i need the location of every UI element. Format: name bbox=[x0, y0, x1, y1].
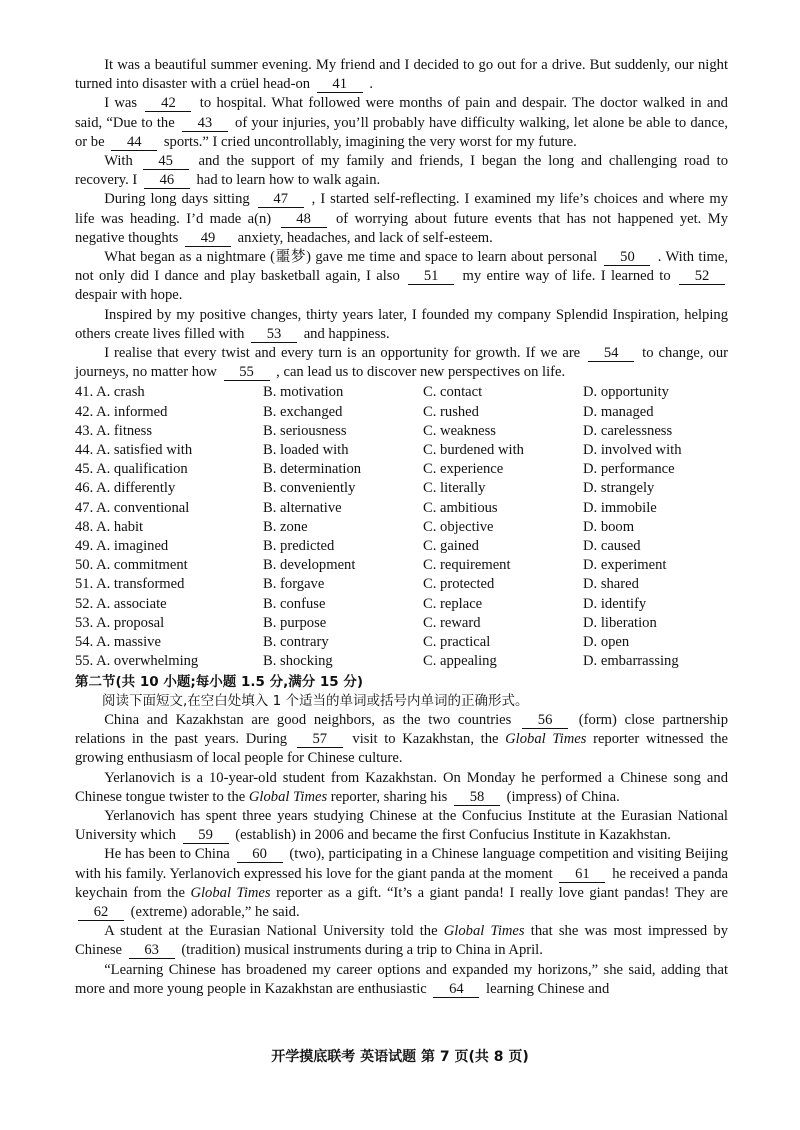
blank-54[interactable]: 54 bbox=[588, 346, 634, 362]
option-52-C: C. replace bbox=[423, 595, 483, 612]
option-55-A: 55. A. overwhelming bbox=[75, 653, 199, 670]
option-41-D: D. opportunity bbox=[583, 384, 669, 401]
option-42-C: C. rushed bbox=[423, 403, 479, 420]
blank-50[interactable]: 50 bbox=[604, 250, 650, 266]
blank-55[interactable]: 55 bbox=[224, 365, 270, 381]
paragraph: A student at the Eurasian National University told the Global Times that she was most impressed by Chinese 63 (tradition) musical instruments during a trip to China in April. bbox=[75, 923, 729, 959]
option-42-A: 42. A. informed bbox=[75, 403, 168, 420]
option-51-A: 51. A. transformed bbox=[75, 576, 185, 593]
option-47-A: 47. A. conventional bbox=[75, 499, 190, 516]
section-instruction: 阅读下面短文,在空白处填入 1 个适当的单词或括号内单词的正确形式。 bbox=[102, 692, 529, 709]
option-41-A: 41. A. crash bbox=[75, 384, 145, 401]
option-43-D: D. carelessness bbox=[583, 422, 673, 439]
cloze-passage bbox=[75, 56, 728, 382]
paragraph: With 45 and the support of my family and friends, I began the long and challenging road to recovery. I 46 had to learn how to walk again. bbox=[75, 153, 728, 189]
paragraph: It was a beautiful summer evening. My friend and I decided to go out for a drive. But suddenly, our night turned into disaster with a crüel head-on 41 . bbox=[75, 57, 728, 93]
exam-page bbox=[75, 56, 728, 999]
blank-52[interactable]: 52 bbox=[679, 269, 725, 285]
option-54-C: C. practical bbox=[423, 634, 491, 651]
blank-47[interactable]: 47 bbox=[258, 192, 304, 208]
option-46-B: B. conveniently bbox=[263, 480, 356, 497]
blank-41[interactable]: 41 bbox=[317, 77, 363, 93]
paragraph: Yerlanovich is a 10-year-old student from Kazakhstan. On Monday he performed a Chinese song and Chinese tongue twister to the Global Times reporter, sharing his 58 (impress) of China. bbox=[75, 769, 728, 805]
option-50-B: B. development bbox=[263, 557, 356, 574]
option-50-C: C. requirement bbox=[423, 557, 511, 574]
option-47-C: C. ambitious bbox=[423, 499, 498, 516]
option-43-B: B. seriousness bbox=[263, 422, 347, 439]
option-48-D: D. boom bbox=[583, 518, 635, 535]
blank-61[interactable]: 61 bbox=[559, 867, 605, 883]
paragraph: I realise that every twist and every turn is an opportunity for growth. If we are 54 to change, our journeys, no matter how 55 , can lead us to discover new perspectives on life. bbox=[75, 345, 728, 381]
option-54-B: B. contrary bbox=[263, 634, 329, 651]
page-footer: 开学摸底联考 英语试题 第 7 页(共 8 页) bbox=[271, 1049, 529, 1065]
option-47-B: B. alternative bbox=[263, 499, 342, 516]
option-44-B: B. loaded with bbox=[263, 442, 349, 459]
option-48-B: B. zone bbox=[263, 518, 308, 535]
blank-63[interactable]: 63 bbox=[129, 943, 175, 959]
option-45-C: C. experience bbox=[423, 461, 504, 478]
blank-56[interactable]: 56 bbox=[522, 713, 568, 729]
blank-59[interactable]: 59 bbox=[183, 828, 229, 844]
option-42-D: D. managed bbox=[583, 403, 654, 420]
italic-title: Global Times bbox=[505, 731, 587, 748]
option-44-D: D. involved with bbox=[583, 442, 682, 459]
option-49-C: C. gained bbox=[423, 538, 479, 555]
paragraph: I was 42 to hospital. What followed were months of pain and despair. The doctor walked in and said, “Due to the 43 of your injuries, you’ll probably have difficulty walking, let alone be able to dance, or be 44 sports.” I cried uncontrollably, imagining the very worst for my future. bbox=[75, 95, 728, 150]
option-51-B: B. forgave bbox=[263, 576, 325, 593]
option-46-D: D. strangely bbox=[583, 480, 655, 497]
option-55-C: C. appealing bbox=[423, 653, 497, 670]
section-heading: 第二节(共 10 小题;每小题 1.5 分,满分 15 分) bbox=[75, 673, 364, 690]
option-43-C: C. weakness bbox=[423, 422, 496, 439]
option-43-A: 43. A. fitness bbox=[75, 422, 153, 439]
option-55-D: D. embarrassing bbox=[583, 653, 679, 670]
option-41-B: B. motivation bbox=[263, 384, 344, 401]
paragraph: He has been to China 60 (two), participating in a Chinese language competition and visiting Beijing with his family. Yerlanovich expressed his love for the giant panda at the moment 61 he received a panda keychain from the Global Times reporter as a gift. “It’s a giant panda! I really love giant pandas! They are 62 (extreme) adorable,” he said. bbox=[75, 846, 729, 920]
option-49-D: D. caused bbox=[583, 538, 641, 555]
paragraph: During long days sitting 47 , I started self-reflecting. I examined my life’s choices and where my life was heading. I’d made a(n) 48 of worrying about future events that has not happened yet. My negative thoughts 49 anxiety, headaches, and lack of self-esteem. bbox=[75, 191, 728, 246]
grammar-fill-passage bbox=[75, 711, 728, 999]
option-49-A: 49. A. imagined bbox=[75, 538, 169, 555]
option-45-A: 45. A. qualification bbox=[75, 461, 188, 478]
option-54-D: D. open bbox=[583, 634, 630, 651]
paragraph: China and Kazakhstan are good neighbors, as the two countries 56 (form) close partnership relations in the past years. During 57 visit to Kazakhstan, the Global Times reporter witnessed the growing enthusiasm of local people for Chinese culture. bbox=[75, 711, 728, 767]
option-45-B: B. determination bbox=[263, 461, 362, 478]
options-table bbox=[75, 383, 728, 671]
italic-title: Global Times bbox=[443, 923, 525, 940]
paragraph: Inspired by my positive changes, thirty years later, I founded my company Splendid Inspiration, helping others create lives filled with 53 and happiness. bbox=[75, 306, 728, 342]
option-53-D: D. liberation bbox=[583, 614, 657, 631]
blank-60[interactable]: 60 bbox=[237, 847, 283, 863]
option-41-C: C. contact bbox=[423, 384, 483, 401]
option-50-A: 50. A. commitment bbox=[75, 557, 188, 574]
blank-64[interactable]: 64 bbox=[433, 982, 479, 998]
option-53-A: 53. A. proposal bbox=[75, 614, 165, 631]
blank-46[interactable]: 46 bbox=[144, 173, 190, 189]
option-46-A: 46. A. differently bbox=[75, 480, 176, 497]
blank-51[interactable]: 51 bbox=[408, 269, 454, 285]
blank-48[interactable]: 48 bbox=[281, 212, 327, 228]
italic-title: Global Times bbox=[190, 884, 271, 901]
option-53-B: B. purpose bbox=[263, 614, 327, 631]
blank-62[interactable]: 62 bbox=[78, 905, 124, 921]
blank-43[interactable]: 43 bbox=[182, 116, 228, 132]
paragraph: What began as a nightmare (噩梦) gave me time and space to learn about personal 50 . With time, not only did I dance and play basketball again, I also 51 my entire way of life. I learned to 52 despair with hope. bbox=[75, 249, 728, 304]
blank-44[interactable]: 44 bbox=[111, 135, 157, 151]
option-54-A: 54. A. massive bbox=[75, 634, 161, 651]
option-44-C: C. burdened with bbox=[423, 442, 524, 459]
option-48-C: C. objective bbox=[423, 518, 494, 535]
option-51-D: D. shared bbox=[583, 576, 639, 593]
italic-title: Global Times bbox=[248, 788, 328, 805]
paragraph: Yerlanovich has spent three years studying Chinese at the Confucius Institute at the Eurasian National University which 59 (establish) in 2006 and became the first Confucius Institute in Kazakhstan. bbox=[75, 807, 728, 844]
option-52-A: 52. A. associate bbox=[75, 595, 167, 612]
option-51-C: C. protected bbox=[423, 576, 495, 593]
option-45-D: D. performance bbox=[583, 461, 675, 478]
option-49-B: B. predicted bbox=[263, 538, 335, 555]
blank-53[interactable]: 53 bbox=[251, 327, 297, 343]
option-48-A: 48. A. habit bbox=[75, 518, 144, 535]
option-47-D: D. immobile bbox=[583, 499, 657, 516]
blank-42[interactable]: 42 bbox=[145, 96, 191, 112]
option-55-B: B. shocking bbox=[263, 653, 333, 670]
option-50-D: D. experiment bbox=[583, 557, 667, 574]
option-46-C: C. literally bbox=[423, 480, 486, 497]
option-52-D: D. identify bbox=[583, 595, 647, 612]
blank-57[interactable]: 57 bbox=[297, 732, 343, 748]
paragraph: “Learning Chinese has broadened my career options and expanded my horizons,” she said, adding that more and more young people in Kazakhstan are enthusiastic 64 learning Chinese and bbox=[75, 961, 728, 997]
option-42-B: B. exchanged bbox=[263, 403, 343, 420]
blank-45[interactable]: 45 bbox=[143, 154, 189, 170]
blank-49[interactable]: 49 bbox=[185, 231, 231, 247]
option-44-A: 44. A. satisfied with bbox=[75, 442, 193, 459]
blank-58[interactable]: 58 bbox=[454, 790, 500, 806]
option-53-C: C. reward bbox=[423, 614, 481, 631]
option-52-B: B. confuse bbox=[263, 595, 326, 612]
